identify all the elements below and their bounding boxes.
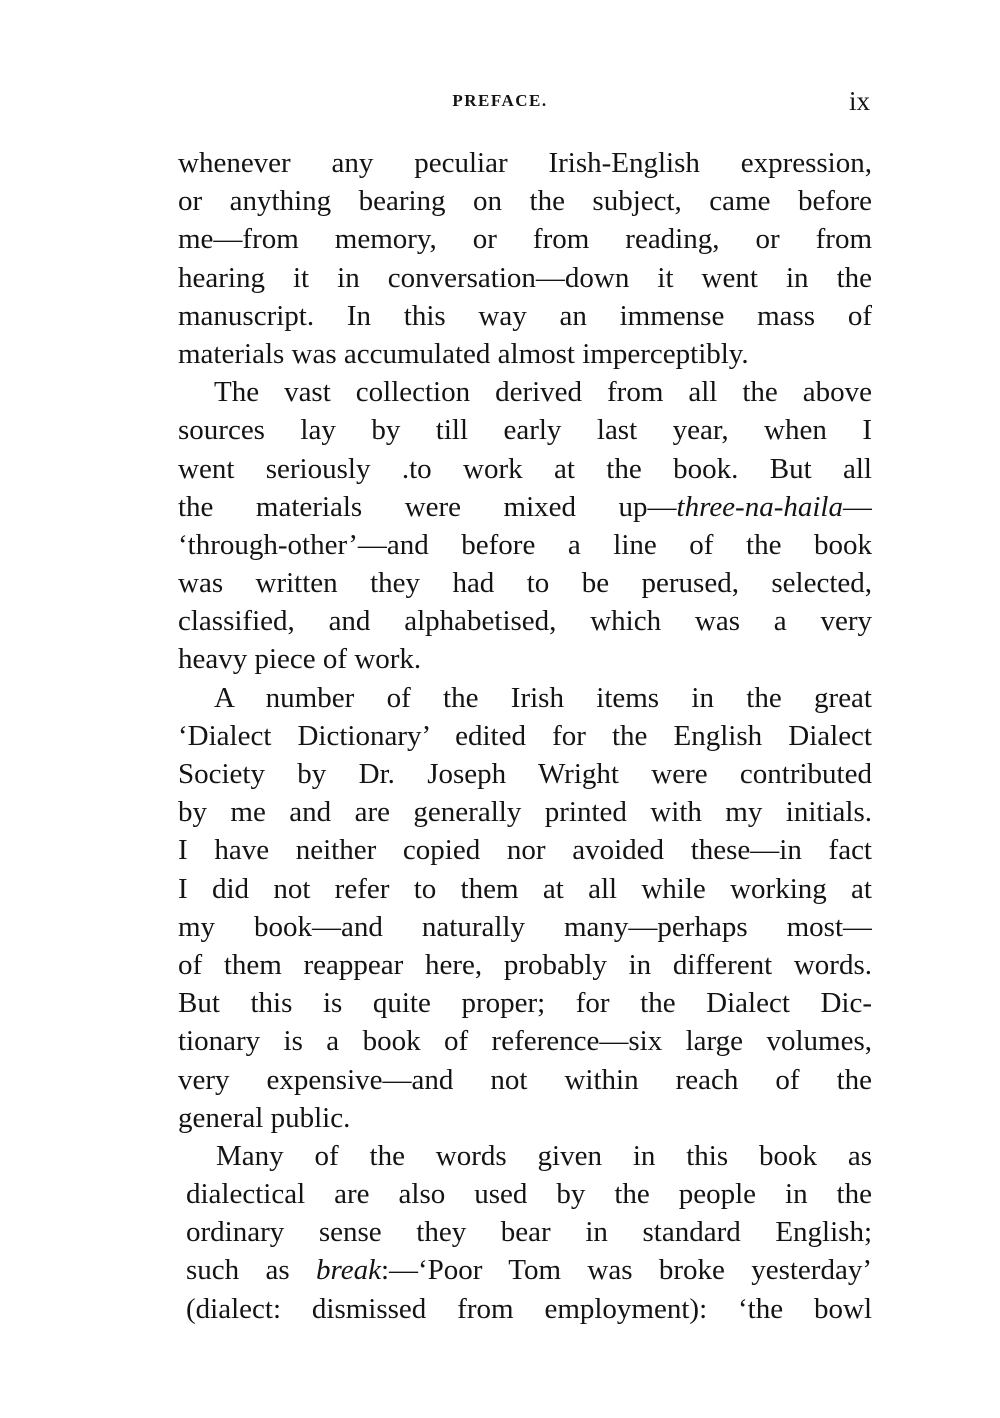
- text-line: Society by Dr. Joseph Wright were contributed: [178, 758, 872, 790]
- text-line: by me and are generally printed with my initials.: [178, 796, 872, 829]
- text-line: my book—and naturally many—perhaps most—: [178, 910, 872, 943]
- paragraph-2: [178, 373, 872, 679]
- paragraph-4: [178, 1137, 872, 1328]
- text-line-with-italic: [178, 488, 872, 526]
- text-line: went seriously .to work at the book. But all: [178, 452, 872, 485]
- italic-term: break: [316, 1254, 381, 1287]
- text-segment: —: [843, 490, 872, 523]
- text-line: tionary is a book of reference—six large volumes,: [178, 1025, 872, 1058]
- text-line: ‘through-other’—and before a line of the book: [178, 528, 872, 561]
- text-line: manuscript. In this way an immense mass of: [178, 299, 872, 332]
- text-line: (dialect: dismissed from employment): ‘the bowl: [186, 1292, 872, 1325]
- text-line: me—from memory, or from reading, or from: [178, 223, 872, 256]
- text-line: The vast collection derived from all the above: [214, 376, 872, 409]
- text-line: was written they had to be perused, selected,: [178, 567, 872, 600]
- text-line: whenever any peculiar Irish-English expression,: [178, 147, 872, 179]
- text-line: of them reappear here, probably in different words.: [178, 948, 872, 981]
- text-line: A number of the Irish items in the great: [214, 681, 872, 714]
- text-line: hearing it in conversation—down it went in the: [178, 261, 872, 294]
- text-line: ordinary sense they bear in standard English;: [186, 1216, 872, 1249]
- running-title: PREFACE.: [452, 91, 548, 110]
- italic-term: three-na-haila: [676, 490, 843, 523]
- text-line: or anything bearing on the subject, came before: [178, 185, 872, 218]
- paragraph-3: [178, 679, 872, 1137]
- text-line: heavy piece of work.: [178, 643, 422, 676]
- paragraph-1: [178, 144, 872, 373]
- text-segment: such as: [186, 1254, 317, 1287]
- text-line: sources lay by till early last year, when I: [178, 414, 872, 447]
- text-segment: :—‘Poor Tom was broke yesterday’: [380, 1254, 872, 1287]
- text-line: general public.: [178, 1101, 351, 1134]
- page-number: ix: [848, 86, 870, 116]
- text-line: But this is quite proper; for the Dialect Dic-: [178, 987, 872, 1020]
- text-line: dialectical are also used by the people in the: [186, 1178, 872, 1211]
- text-line: classified, and alphabetised, which was a very: [178, 605, 872, 638]
- text-line: ‘Dialect Dictionary’ edited for the English Dialect: [178, 719, 872, 752]
- text-line: I have neither copied nor avoided these—in fact: [178, 834, 872, 867]
- text-line: Many of the words given in this book as: [216, 1139, 872, 1172]
- text-segment: the materials were mixed up—: [178, 490, 677, 523]
- text-line: very expensive—and not within reach of the: [178, 1063, 872, 1096]
- text-line: I did not refer to them at all while working at: [178, 872, 872, 905]
- text-line: materials was accumulated almost imperceptibly.: [178, 337, 749, 370]
- body-text: [178, 144, 872, 1328]
- text-line-with-italic: [178, 1251, 872, 1289]
